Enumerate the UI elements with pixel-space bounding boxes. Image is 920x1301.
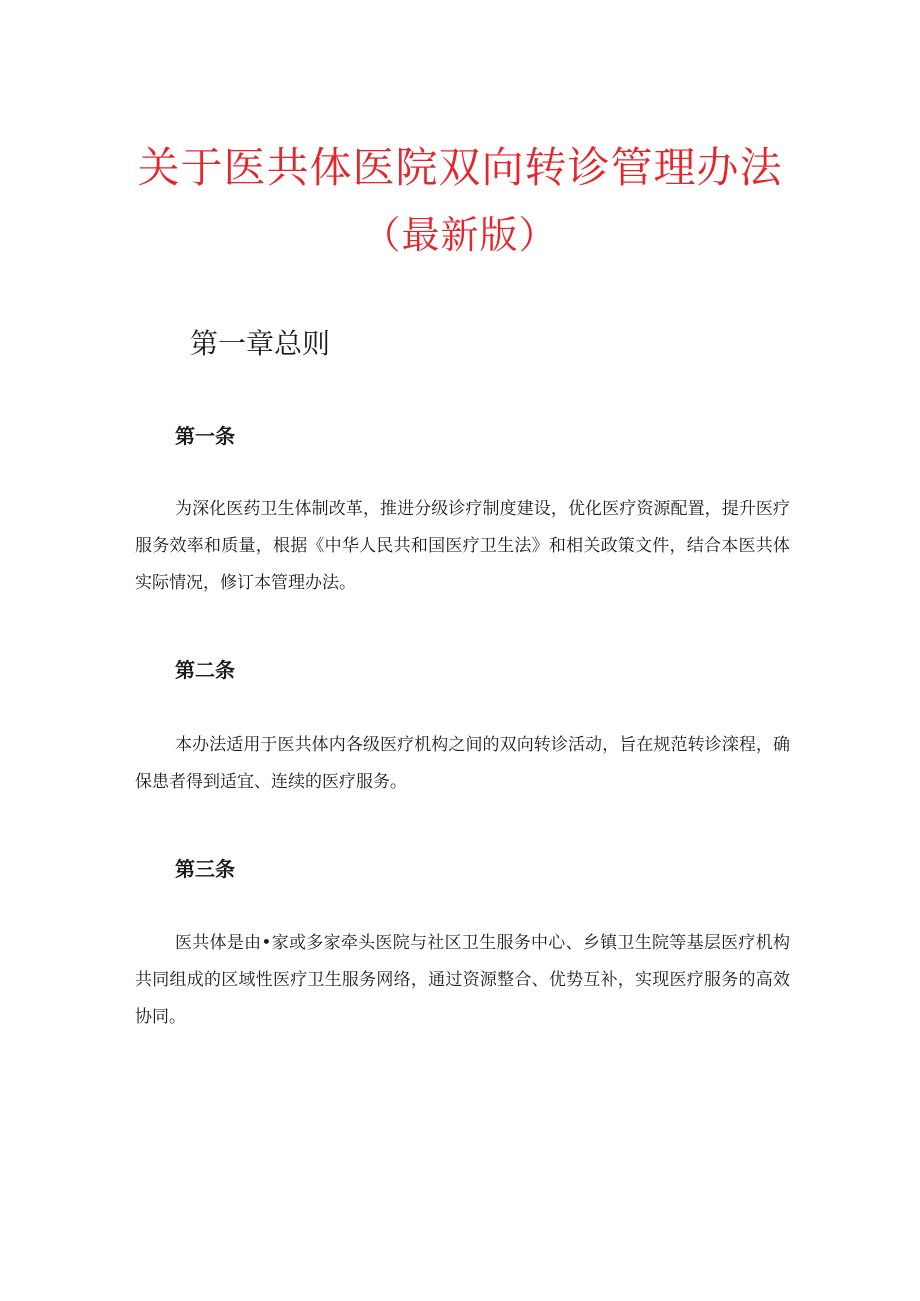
article-3-heading: 第三条 [175, 857, 235, 881]
article-1-text: 为深化医药卫生体制改革，推进分级诊疗制度建设，优化医疗资源配置，提升医疗服务效率和质量，根据《中华人民共和国医疗卫生法》和相关政策文件，结合本医共体实际情况，修订本管理办法。 [135, 499, 790, 593]
article-2-text: 本办法适用于医共体内各级医疗机构之间的双向转诊活动，旨在规范转诊滦程，确保患者得到适宜、连续的医疗服务。 [135, 735, 790, 792]
article-3-text: 医共体是由•家或多家牵头医院与社区卫生服务中心、乡镇卫生院等基层医疗机构共同组成的区域性医疗卫生服务网络，通过资源整合、优势互补，实现医疗服务的高效协同。 [135, 933, 790, 1027]
article-1-heading: 第一条 [175, 424, 235, 448]
document-title: 关于医共体医院双向转诊管理办法 [137, 143, 783, 192]
document-subtitle: （最新版） [362, 213, 558, 257]
article-2-heading: 第二条 [175, 658, 235, 682]
chapter-heading: 第一章总则 [190, 327, 331, 360]
